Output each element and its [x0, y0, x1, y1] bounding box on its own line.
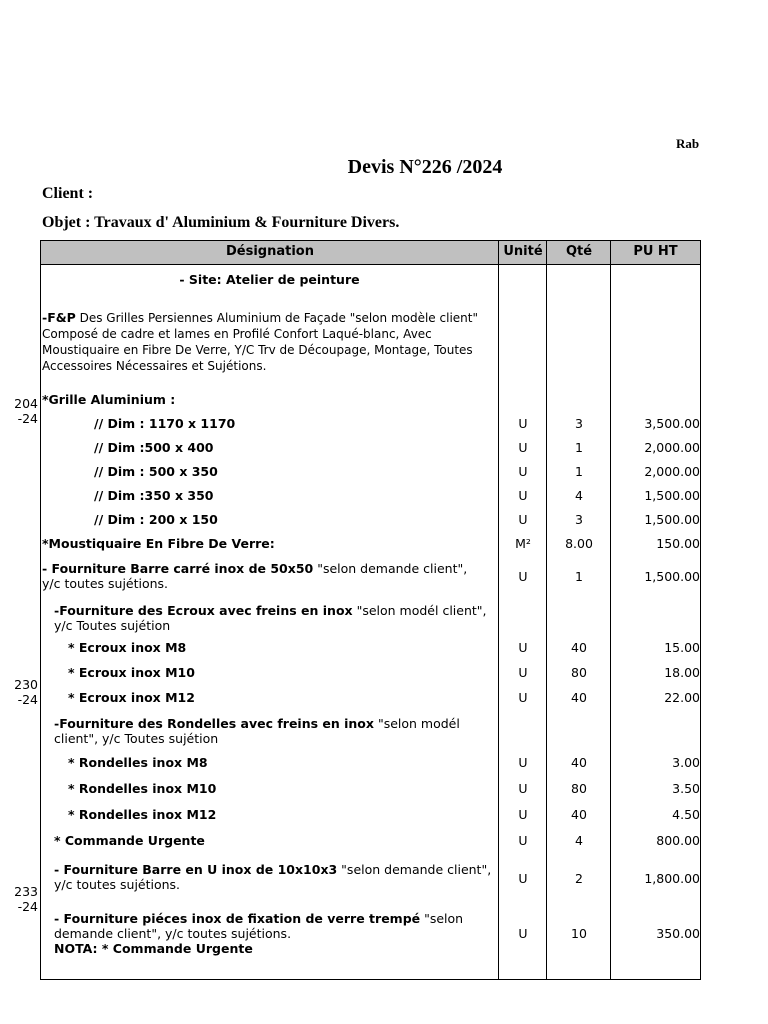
item-label	[42, 862, 499, 892]
item-unit: U	[518, 833, 528, 848]
item-qty: 40	[571, 640, 587, 655]
item-label	[42, 911, 499, 956]
item-label: * Ecroux inox M10	[68, 665, 195, 680]
site-label: - Site: Atelier de peinture	[179, 272, 360, 287]
item-unit: U	[518, 440, 528, 455]
fp-text: Des Grilles Persiennes Aluminium de Façade "selon modèle client" Composé de cadre et lames en Profilé Confort Laqué-blanc, Avec Moustiquaire en Fibre De Verre, Y/C Trv de Découpage, Montage, Toutes Accessoires Nécessaires et Sujétions.	[42, 311, 478, 373]
item-unit: U	[518, 640, 528, 655]
item-price: 1,500.00	[644, 569, 700, 584]
item-unit: U	[518, 690, 528, 705]
col-header-unite: Unité	[499, 241, 547, 265]
nota-label: NOTA: * Commande Urgente	[54, 941, 253, 956]
item-price: 350.00	[656, 926, 700, 941]
item-qty: 40	[571, 807, 587, 822]
item-qty: 40	[571, 690, 587, 705]
item-price: 3.50	[672, 781, 700, 796]
item-unit: U	[518, 926, 528, 941]
item-unit: U	[518, 755, 528, 770]
item-qty: 1	[575, 464, 583, 479]
item-label-bold: - Fourniture Barre en U inox de 10x10x3	[54, 862, 338, 877]
item-qty: 4	[575, 488, 583, 503]
side-ref-2: 230 -24	[14, 677, 38, 707]
rab-label: Rab	[676, 136, 700, 151]
item-qty: 3	[575, 416, 583, 431]
item-price: 18.00	[664, 665, 700, 680]
item-label-rest: "selon demande client", y/c toutes sujétions.	[54, 862, 492, 892]
item-qty: 8.00	[565, 536, 593, 551]
item-price: 150.00	[656, 536, 700, 551]
item-qty: 80	[571, 781, 587, 796]
item-unit: U	[518, 512, 528, 527]
item-label: * Ecroux inox M8	[68, 640, 187, 655]
item-unit: U	[518, 665, 528, 680]
item-price: 800.00	[656, 833, 700, 848]
item-unit: U	[518, 781, 528, 796]
item-unit: U	[518, 871, 528, 886]
item-price: 2,000.00	[644, 464, 700, 479]
item-price: 4.50	[672, 807, 700, 822]
item-price: 1,500.00	[644, 512, 700, 527]
item-qty: 40	[571, 755, 587, 770]
item-qty: 80	[571, 665, 587, 680]
item-price: 3.00	[672, 755, 700, 770]
objet-label: Objet : Travaux d' Aluminium & Fourniture Divers.	[42, 214, 400, 231]
item-label: * Rondelles inox M12	[68, 807, 217, 822]
item-qty: 1	[575, 440, 583, 455]
item-qty: 3	[575, 512, 583, 527]
ecrous-heading-rest: "selon modél client", y/c Toutes sujétion	[54, 603, 487, 633]
column-divider	[546, 241, 547, 979]
fp-prefix: -F&P	[42, 310, 76, 325]
item-qty: 4	[575, 833, 583, 848]
item-qty: 2	[575, 871, 583, 886]
side-ref-3: 233 -24	[14, 884, 38, 914]
ecrous-heading-bold: -Fourniture des Ecroux avec freins en inox	[54, 603, 353, 618]
col-header-designation: Désignation	[41, 241, 499, 265]
item-qty: 10	[571, 926, 587, 941]
rondelles-heading	[42, 716, 499, 746]
item-label: // Dim : 1170 x 1170	[94, 416, 236, 431]
client-label: Client :	[42, 185, 94, 202]
item-label-rest: "selon demande client", y/c toutes sujétions.	[54, 911, 464, 941]
col-header-qte: Qté	[547, 241, 611, 265]
item-label: // Dim :500 x 400	[94, 440, 214, 455]
item-label: * Ecroux inox M12	[68, 690, 195, 705]
item-label-rest: "selon demande client", y/c toutes sujétions.	[42, 561, 468, 591]
item-price: 1,800.00	[644, 871, 700, 886]
fp-description	[42, 310, 497, 374]
item-price: 3,500.00	[644, 416, 700, 431]
quote-table	[40, 240, 701, 980]
item-label: * Rondelles inox M8	[68, 755, 208, 770]
item-label-bold: - Fourniture piéces inox de fixation de verre trempé	[54, 911, 421, 926]
item-label: // Dim : 200 x 150	[94, 512, 218, 527]
item-price: 22.00	[664, 690, 700, 705]
rondelles-heading-bold: -Fourniture des Rondelles avec freins en inox	[54, 716, 374, 731]
ecrous-heading	[42, 603, 499, 633]
item-label-bold: - Fourniture Barre carré inox de 50x50	[42, 561, 314, 576]
item-price: 1,500.00	[644, 488, 700, 503]
item-label: // Dim : 500 x 350	[94, 464, 218, 479]
item-unit: U	[518, 416, 528, 431]
item-unit: U	[518, 488, 528, 503]
item-label: *Moustiquaire En Fibre De Verre:	[42, 536, 275, 551]
item-price: 15.00	[664, 640, 700, 655]
item-label: // Dim :350 x 350	[94, 488, 214, 503]
item-price: 2,000.00	[644, 440, 700, 455]
item-label	[42, 561, 482, 591]
item-qty: 1	[575, 569, 583, 584]
col-header-pu-ht: PU HT	[611, 241, 700, 265]
side-ref-1: 204 -24	[14, 396, 38, 426]
item-unit: U	[518, 464, 528, 479]
grille-label: *Grille Aluminium :	[42, 392, 176, 407]
column-divider	[610, 241, 611, 979]
item-label: * Rondelles inox M10	[68, 781, 217, 796]
item-unit: M²	[515, 536, 531, 551]
item-unit: U	[518, 569, 528, 584]
quote-title: Devis N°226 /2024	[347, 156, 503, 178]
item-unit: U	[518, 807, 528, 822]
rondelles-heading-rest: "selon modél client", y/c Toutes sujétion	[54, 716, 460, 746]
item-label: * Commande Urgente	[54, 833, 205, 848]
